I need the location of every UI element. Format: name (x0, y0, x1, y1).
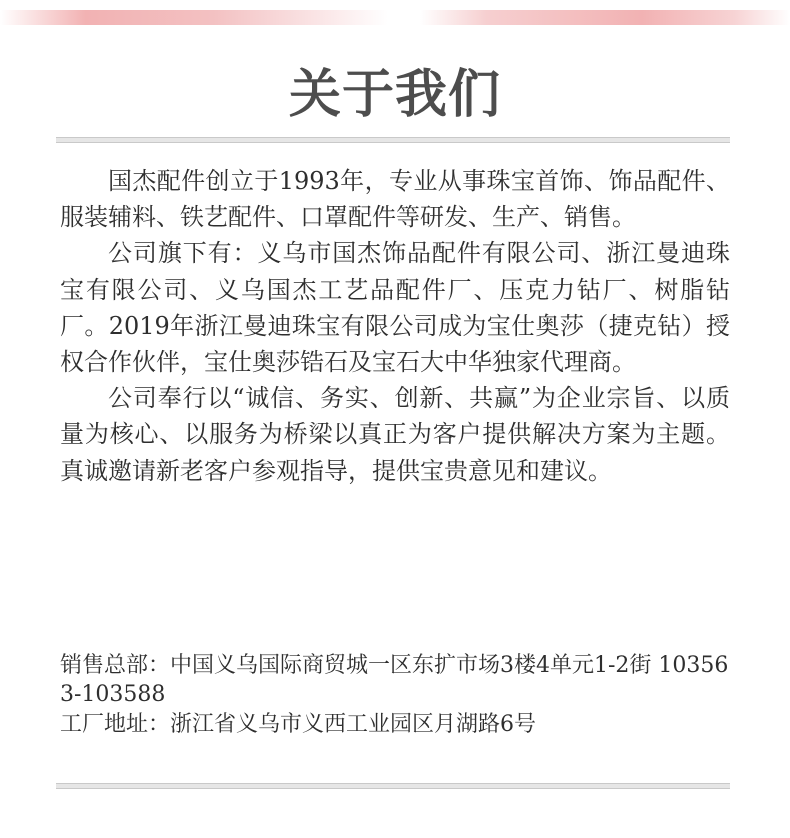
about-content (60, 163, 730, 489)
top-accent-band-right (420, 10, 790, 25)
intro-paragraph: 国杰配件创立于1993年，专业从事珠宝首饰、饰品配件、服装辅料、铁艺配件、口罩配件等研发、生产、销售。 (60, 167, 730, 232)
top-accent-band-left (0, 10, 388, 25)
sales-address: 销售总部：中国义乌国际商贸城一区东扩市场3楼4单元1-2街 103563-103588 (60, 653, 729, 707)
factory-address: 工厂地址：浙江省义乌市义西工业园区月湖路6号 (60, 712, 536, 737)
title-divider (56, 137, 730, 143)
footer-divider (56, 783, 730, 789)
philosophy-paragraph: 公司奉行以“诚信、务实、创新、共赢”为企业宗旨、以质量为核心、以服务为桥梁以真正为客户提供解决方案为主题。真诚邀请新老客户参观指导，提供宝贵意见和建议。 (60, 384, 730, 485)
subsidiaries-paragraph: 公司旗下有：义乌市国杰饰品配件有限公司、浙江曼迪珠宝有限公司、义乌国杰工艺品配件厂、压克力钻厂、树脂钻厂。2019年浙江曼迪珠宝有限公司成为宝仕奥莎（捷克钻）授权合作伙伴，宝仕奥莎锆石及宝石大中华独家代理商。 (60, 239, 730, 377)
page-title: 关于我们 (288, 64, 501, 125)
